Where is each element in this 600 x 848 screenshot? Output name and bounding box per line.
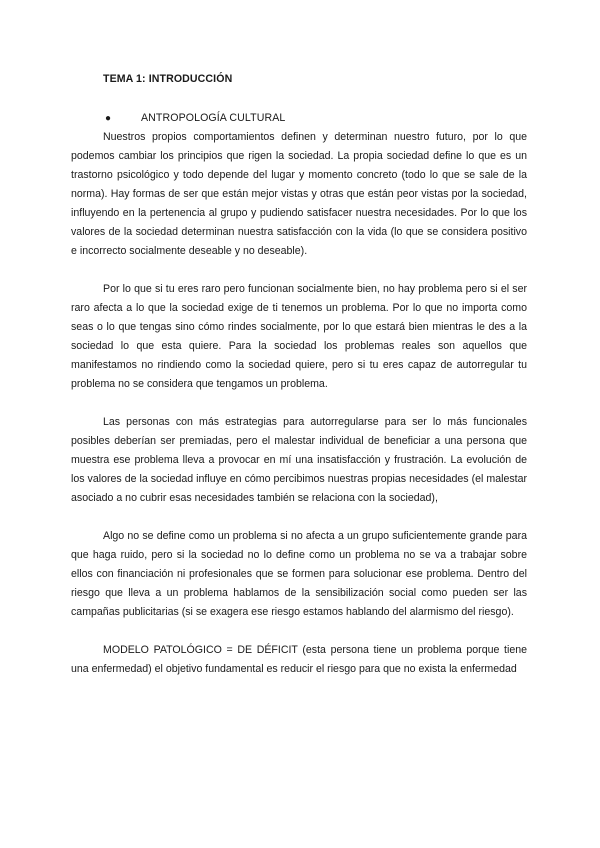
section-heading-row (105, 109, 527, 128)
document-body (71, 70, 527, 679)
paragraph: Las personas con más estrategias para autorregularse para ser lo más funcionales posibles deberían ser premiadas, pero el malestar individual de beneficiar a una persona que muestra ese problema lleva a provocar en mí una insatisfacción y frustración. La evolución de los valores de la sociedad influye en cómo percibimos nuestras propias necesidades (el malestar asociado a no cubrir esas necesidades también se relaciona con la sociedad), (71, 416, 527, 504)
paragraph: MODELO PATOLÓGICO = DE DÉFICIT (esta persona tiene un problema porque tiene una enfermedad) el objetivo fundamental es reducir el riesgo para que no exista la enfermedad (71, 644, 527, 675)
section-heading: ANTROPOLOGÍA CULTURAL (141, 112, 286, 124)
paragraph: Algo no se define como un problema si no afecta a un grupo suficientemente grande para que haga ruido, pero si la sociedad no lo define como un problema no se va a trabajar sobre ellos con financiación ni profesionales que se formen para solucionar ese problema. Dentro del riesgo que lleva a un problema hablamos de la sensibilización social como pueden ser las campañas publicitarias (si se exagera ese riesgo estamos hablando del alarmismo del riesgo). (71, 530, 527, 618)
bullet-icon: ● (105, 113, 112, 124)
page-title: TEMA 1: INTRODUCCIÓN (103, 73, 233, 85)
paragraph: Por lo que si tu eres raro pero funcionan socialmente bien, no hay problema pero si el ser raro afecta a lo que la sociedad exige de ti tenemos un problema. Por lo que no importa como seas o lo que tengas sino cómo rindes socialmente, por lo que estará bien mientras le des a la sociedad lo que esta quiere. Para la sociedad los problemas reales son aquellos que manifestamos no rindiendo como la sociedad quiere, pero si tu eres capaz de autorregular tu problema no se considera que tengamos un problema. (71, 283, 527, 390)
paragraph: Nuestros propios comportamientos definen y determinan nuestro futuro, por lo que podemos cambiar los principios que rigen la sociedad. La propia sociedad define lo que es un trastorno psicológico y todo depende del lugar y momento concreto (todo lo que se sale de la norma). Hay formas de ser que están mejor vistas y otras que están peor vistas por la sociedad, influyendo en la pertenencia al grupo y pudiendo satisfacer nuestra necesidades. Por lo que los valores de la sociedad determinan nuestra satisfacción con la vida (lo que se considera positivo e incorrecto socialmente deseable y no deseable). (71, 131, 527, 257)
